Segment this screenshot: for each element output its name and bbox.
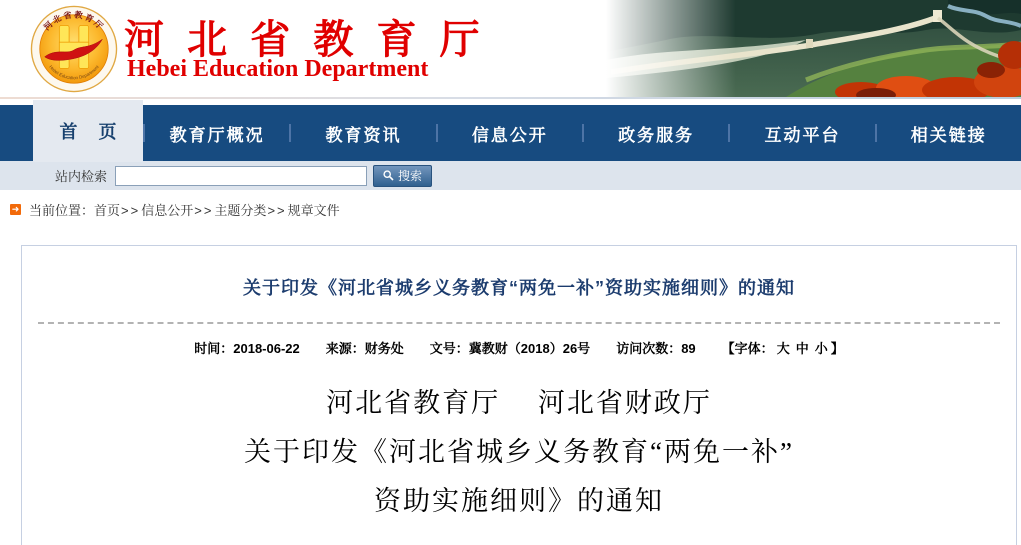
site-search-input[interactable] (115, 166, 367, 186)
font-size-small[interactable]: 小 (814, 341, 828, 356)
meta-doc-number: 文号：冀教财（2018）26号 (429, 341, 591, 356)
search-label: 站内检索 (55, 169, 108, 184)
meta-time: 时间：2018-06-22 (194, 341, 300, 356)
nav-item-news[interactable]: 教育资讯 (325, 125, 402, 145)
hebei-education-logo[interactable] (30, 5, 118, 93)
nav-item-links[interactable]: 相关链接 (910, 125, 987, 145)
breadcrumb-prefix: 当前位置： (29, 203, 95, 218)
breadcrumb-separator: >> (267, 203, 287, 218)
nav-item-overview[interactable]: 教育厅概况 (169, 125, 265, 145)
breadcrumb-link-home[interactable]: 首页 (94, 203, 121, 218)
great-wall-banner-image (606, 0, 1021, 97)
search-icon (383, 170, 394, 181)
meta-source: 来源：财务处 (325, 341, 404, 356)
breadcrumb-text (29, 200, 340, 219)
font-label: 【字体： (721, 341, 774, 356)
document-heading-line: 河北省教育厅 河北省财政厅 (326, 388, 712, 418)
main-nav (0, 105, 1021, 161)
font-size-medium[interactable]: 中 (795, 341, 809, 356)
logo-ring-text-en: Hebei Education Department (48, 64, 100, 81)
breadcrumb-link-info-disclosure[interactable]: 信息公开 (141, 203, 194, 218)
site-title-zh: 河 北 省 教 育 厅 (124, 18, 486, 62)
breadcrumb-arrow-icon: ➜ (11, 204, 20, 214)
logo-ring-text-zh: 河北省教育厅 (41, 9, 107, 33)
title-divider (38, 322, 1000, 324)
breadcrumb-link-regulations[interactable]: 规章文件 (287, 203, 340, 218)
article-container (21, 245, 1017, 545)
site-search-bar (0, 161, 1021, 190)
search-button[interactable] (373, 165, 432, 187)
logo-emblem-icon (30, 5, 118, 93)
font-label-suffix: 】 (830, 341, 844, 356)
search-button-label: 搜索 (398, 169, 423, 183)
document-heading (38, 379, 1000, 526)
nav-item-info-disclosure[interactable]: 信息公开 (471, 125, 548, 145)
nav-tab-home[interactable]: 首 页 (33, 100, 143, 162)
breadcrumb (0, 190, 1021, 217)
nav-item-interactive[interactable]: 互动平台 (764, 125, 841, 145)
document-heading-line: 关于印发《河北省城乡义务教育“两免一补” (244, 437, 794, 467)
article-meta (38, 338, 1000, 357)
breadcrumb-separator: >> (194, 203, 214, 218)
article-title: 关于印发《河北省城乡义务教育“两免一补”资助实施细则》的通知 (243, 278, 795, 298)
meta-visit-count: 访问次数：89 (616, 341, 696, 356)
document-heading-line: 资助实施细则》的通知 (374, 486, 664, 516)
nav-item-gov-services[interactable]: 政务服务 (618, 125, 695, 145)
breadcrumb-link-topic-category[interactable]: 主题分类 (214, 203, 267, 218)
site-header (0, 0, 1021, 97)
breadcrumb-separator: >> (121, 203, 141, 218)
font-size-large[interactable]: 大 (776, 341, 790, 356)
font-size-switcher (722, 338, 844, 357)
site-title-en: Hebei Education Department (127, 56, 429, 82)
